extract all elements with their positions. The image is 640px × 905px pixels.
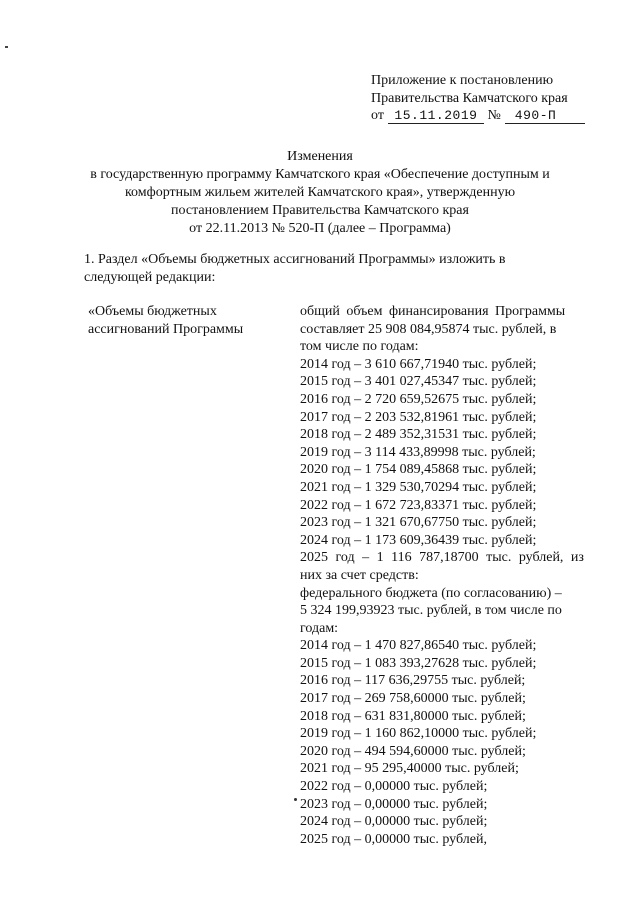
resolution-date: 15.11.2019 <box>388 108 484 124</box>
left-cell-line-1: «Объемы бюджетных <box>88 304 217 319</box>
list-item: 2018 год – 631 831,80000 тыс. рублей; <box>300 708 526 724</box>
federal-line-3: годам: <box>300 620 339 636</box>
list-item: 2017 год – 269 758,60000 тыс. рублей; <box>300 691 526 707</box>
list-item: 2024 год – 1 173 609,36439 тыс. рублей; <box>300 532 537 548</box>
list-item: 2016 год – 117 636,29755 тыс. рублей; <box>300 673 526 689</box>
list-item: 2023 год – 0,00000 тыс. рублей; <box>300 796 488 812</box>
margin-mark <box>5 46 8 48</box>
list-item: 2024 год – 0,00000 тыс. рублей; <box>300 814 488 830</box>
list-item: 2014 год – 1 470 827,86540 тыс. рублей; <box>300 638 537 654</box>
heading-line-1: в государственную программу Камчатского края «Обеспечение доступным и <box>90 167 550 182</box>
appendix-line-2: Правительства Камчатского края <box>371 90 568 106</box>
federal-line-2: 5 324 199,93923 тыс. рублей, в том числе по <box>300 603 562 619</box>
intro-line-2: составляет 25 908 084,95874 тыс. рублей, в <box>300 321 557 337</box>
paragraph-line-1: 1. Раздел «Объемы бюджетных ассигнований Программы» изложить в <box>84 252 506 267</box>
list-item: 2014 год – 3 610 667,71940 тыс. рублей; <box>300 356 537 372</box>
document-heading <box>60 148 580 238</box>
list-item: 2019 год – 3 114 433,89998 тыс. рублей; <box>300 444 536 460</box>
list-item: 2020 год – 1 754 089,45868 тыс. рублей; <box>300 462 537 478</box>
number-label: № <box>487 108 501 123</box>
intro-line-3: том числе по годам: <box>300 339 419 355</box>
list-item: 2021 год – 1 329 530,70294 тыс. рублей; <box>300 479 537 495</box>
appendix-date-line <box>371 107 585 125</box>
from-label: от <box>371 108 384 123</box>
year-2025-line-b: них за счет средств: <box>300 567 419 583</box>
list-item: 2015 год – 1 083 393,27628 тыс. рублей; <box>300 655 537 671</box>
list-item: 2015 год – 3 401 027,45347 тыс. рублей; <box>300 374 537 390</box>
total-years-list <box>300 356 587 550</box>
appendix-line-1: Приложение к постановлению <box>371 73 554 88</box>
appendix-block <box>371 72 585 125</box>
year-2025-line-a: 2025 год – 1 116 787,18700 тыс. рублей, из <box>300 550 584 566</box>
federal-line-1: федерального бюджета (по согласованию) – <box>300 585 562 601</box>
intro-line-1: общий объем финансирования Программы <box>300 304 566 319</box>
heading-title: Изменения <box>287 149 353 164</box>
list-item: 2022 год – 0,00000 тыс. рублей; <box>300 779 488 795</box>
list-item: 2020 год – 494 594,60000 тыс. рублей; <box>300 743 526 759</box>
federal-years-list <box>300 637 587 848</box>
paragraph-line-2: следующей редакции: <box>84 270 216 285</box>
left-cell-line-2: ассигнований Программы <box>88 321 244 337</box>
resolution-number: 490-П <box>505 108 585 124</box>
heading-line-4: от 22.11.2013 № 520-П (далее – Программа) <box>189 221 451 236</box>
heading-line-2: комфортным жильем жителей Камчатского края», утвержденную <box>124 185 516 200</box>
heading-line-3: постановлением Правительства Камчатского края <box>171 203 469 218</box>
list-item: 2019 год – 1 160 862,10000 тыс. рублей; <box>300 726 537 742</box>
list-item: 2016 год – 2 720 659,52675 тыс. рублей; <box>300 391 537 407</box>
table-right-cell <box>300 303 587 848</box>
list-item: 2023 год – 1 321 670,67750 тыс. рублей; <box>300 515 537 531</box>
list-item: 2025 год – 0,00000 тыс. рублей, <box>300 831 487 847</box>
list-item: 2017 год – 2 203 532,81961 тыс. рублей; <box>300 409 537 425</box>
table-left-cell <box>88 303 273 338</box>
scan-speck <box>294 798 297 801</box>
list-item: 2021 год – 95 295,40000 тыс. рублей; <box>300 761 519 777</box>
list-item: 2018 год – 2 489 352,31531 тыс. рублей; <box>300 427 537 443</box>
list-item: 2022 год – 1 672 723,83371 тыс. рублей; <box>300 497 537 513</box>
